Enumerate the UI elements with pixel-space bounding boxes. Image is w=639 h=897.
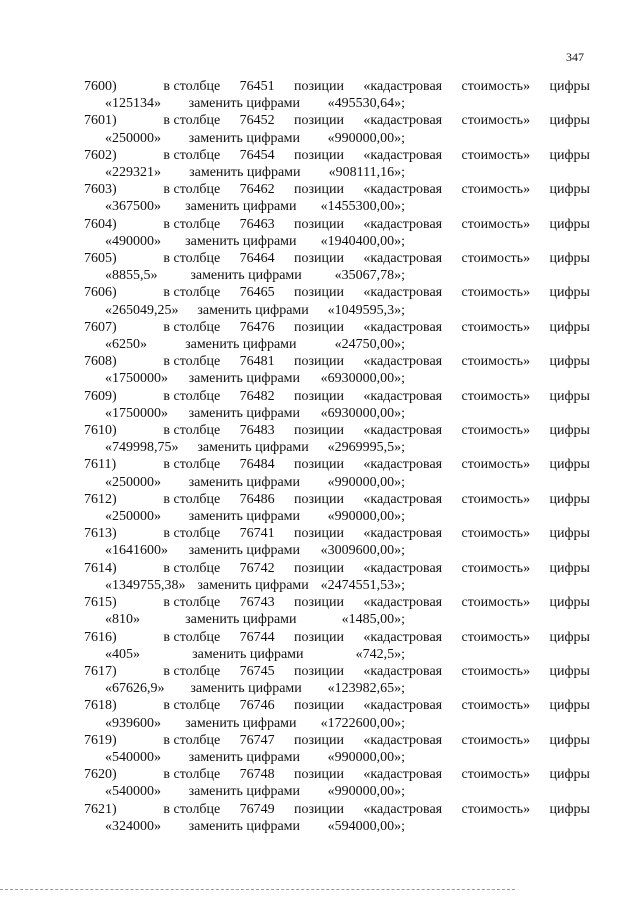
replace-label: заменить цифрами — [197, 440, 309, 456]
old-value: «6250» — [105, 337, 147, 353]
value-label: стоимость» — [461, 423, 531, 439]
replace-label: заменить цифрами — [190, 681, 302, 697]
positions-label: позиции — [294, 79, 345, 94]
replace-label: заменить цифрами — [192, 646, 304, 662]
new-value: «908111,16»; — [328, 165, 405, 181]
new-value: «742,5»; — [355, 646, 405, 662]
entry-number: 7609) — [84, 388, 117, 404]
entry-second-line — [84, 577, 405, 594]
position-number: 76741 — [239, 526, 275, 542]
entry-number: 7616) — [84, 629, 117, 645]
footer-divider — [0, 889, 515, 890]
positions-label: позиции — [294, 388, 345, 404]
entry-first-line — [84, 388, 590, 405]
cadastral-label: «кадастровая — [363, 767, 443, 783]
positions-label: позиции — [294, 732, 345, 748]
entry-second-line — [84, 370, 405, 387]
positions-label: позиции — [294, 457, 345, 473]
new-value: «594000,00»; — [327, 818, 405, 834]
position-number: 76748 — [239, 767, 275, 783]
entry-first-line — [84, 560, 590, 577]
value-label: стоимость» — [461, 457, 531, 473]
value-label: стоимость» — [461, 147, 531, 163]
entry-number: 7601) — [84, 113, 117, 129]
entry-number: 7612) — [84, 491, 117, 507]
new-value: «2474551,53»; — [320, 577, 405, 593]
entry-first-line — [84, 250, 590, 267]
amendment-entry — [84, 250, 590, 284]
amendment-entry — [84, 147, 590, 181]
amendment-entry — [84, 388, 590, 422]
page-number: 347 — [566, 50, 584, 64]
entry-number: 7621) — [84, 801, 117, 817]
amendment-entry — [84, 422, 590, 456]
entry-first-line — [84, 732, 590, 749]
cadastral-label: «кадастровая — [363, 216, 443, 232]
value-label: стоимость» — [461, 526, 531, 542]
entry-second-line — [84, 336, 405, 353]
value-label: стоимость» — [461, 560, 531, 576]
in-column-label: в столбце — [163, 526, 221, 542]
new-value: «2969995,5»; — [327, 440, 405, 456]
cadastral-label: «кадастровая — [363, 285, 443, 301]
digits-label: цифры — [549, 629, 590, 645]
replace-label: заменить цифрами — [188, 818, 301, 834]
amendment-entry — [84, 112, 590, 146]
entry-second-line — [84, 646, 405, 663]
position-number: 76486 — [239, 491, 275, 507]
old-value: «250000» — [105, 130, 161, 146]
position-number: 76484 — [239, 457, 275, 473]
digits-label: цифры — [549, 285, 590, 301]
cadastral-label: «кадастровая — [363, 595, 443, 611]
positions-label: позиции — [294, 216, 345, 232]
entry-number: 7606) — [84, 285, 117, 301]
entry-second-line — [84, 405, 405, 422]
entry-first-line — [84, 353, 590, 370]
old-value: «405» — [105, 646, 140, 662]
digits-label: цифры — [549, 388, 590, 404]
entry-second-line — [84, 749, 405, 766]
cadastral-label: «кадастровая — [363, 457, 443, 473]
replace-label: заменить цифрами — [197, 302, 309, 318]
positions-label: позиции — [294, 113, 345, 129]
value-label: стоимость» — [461, 595, 531, 611]
new-value: «3009600,00»; — [320, 543, 405, 559]
entry-number: 7619) — [84, 732, 117, 748]
entry-second-line — [84, 233, 405, 250]
digits-label: цифры — [549, 526, 590, 542]
positions-label: позиции — [294, 423, 345, 439]
in-column-label: в столбце — [163, 629, 221, 645]
amendment-entry — [84, 801, 590, 835]
in-column-label: в столбце — [163, 147, 221, 163]
old-value: «1750000» — [105, 405, 168, 421]
replace-label: заменить цифрами — [188, 749, 301, 765]
position-number: 76465 — [239, 285, 275, 301]
value-label: стоимость» — [461, 251, 531, 267]
new-value: «1722600,00»; — [320, 715, 405, 731]
cadastral-label: «кадастровая — [363, 354, 443, 370]
entry-second-line — [84, 680, 405, 697]
value-label: стоимость» — [461, 182, 531, 198]
entry-second-line — [84, 542, 405, 559]
position-number: 76482 — [239, 388, 275, 404]
in-column-label: в столбце — [163, 732, 221, 748]
entry-number: 7603) — [84, 182, 117, 198]
amendment-entry — [84, 216, 590, 250]
entry-second-line — [84, 164, 405, 181]
replace-label: заменить цифрами — [188, 405, 301, 421]
new-value: «990000,00»; — [327, 784, 405, 800]
entry-second-line — [84, 439, 405, 456]
value-label: стоимость» — [461, 319, 531, 335]
position-number: 76464 — [239, 251, 275, 267]
digits-label: цифры — [549, 147, 590, 163]
value-label: стоимость» — [461, 732, 531, 748]
amendment-entry — [84, 353, 590, 387]
cadastral-label: «кадастровая — [363, 423, 443, 439]
in-column-label: в столбце — [163, 319, 221, 335]
entry-first-line — [84, 319, 590, 336]
entry-second-line — [84, 267, 405, 284]
amendment-entry — [84, 525, 590, 559]
in-column-label: в столбце — [163, 113, 221, 129]
positions-label: позиции — [294, 251, 345, 267]
value-label: стоимость» — [461, 801, 531, 817]
entry-number: 7602) — [84, 147, 117, 163]
in-column-label: в столбце — [163, 285, 221, 301]
digits-label: цифры — [549, 732, 590, 748]
entry-number: 7604) — [84, 216, 117, 232]
entry-number: 7608) — [84, 354, 117, 370]
cadastral-label: «кадастровая — [363, 801, 443, 817]
digits-label: цифры — [549, 491, 590, 507]
entry-number: 7615) — [84, 595, 117, 611]
positions-label: позиции — [294, 526, 345, 542]
entry-first-line — [84, 801, 590, 818]
positions-label: позиции — [294, 595, 345, 611]
new-value: «123982,65»; — [327, 681, 405, 697]
amendment-entry — [84, 629, 590, 663]
positions-label: позиции — [294, 801, 345, 817]
entry-number: 7611) — [84, 457, 117, 473]
old-value: «67626,9» — [105, 681, 165, 697]
entry-second-line — [84, 611, 405, 628]
position-number: 76744 — [239, 629, 275, 645]
in-column-label: в столбце — [163, 767, 221, 783]
position-number: 76454 — [239, 147, 275, 163]
old-value: «265049,25» — [105, 302, 179, 318]
position-number: 76746 — [239, 698, 275, 714]
amendment-entry — [84, 560, 590, 594]
entry-number: 7605) — [84, 251, 117, 267]
cadastral-label: «кадастровая — [363, 629, 443, 645]
value-label: стоимость» — [461, 216, 531, 232]
position-number: 76483 — [239, 423, 275, 439]
position-number: 76481 — [239, 354, 275, 370]
positions-label: позиции — [294, 182, 345, 198]
positions-label: позиции — [294, 698, 345, 714]
new-value: «495530,64»; — [327, 96, 405, 112]
positions-label: позиции — [294, 629, 345, 645]
replace-label: заменить цифрами — [188, 96, 301, 112]
position-number: 76742 — [239, 560, 275, 576]
positions-label: позиции — [294, 663, 345, 679]
cadastral-label: «кадастровая — [363, 147, 443, 163]
amendment-entry — [84, 491, 590, 525]
amendment-entry — [84, 456, 590, 490]
digits-label: цифры — [549, 663, 590, 679]
old-value: «540000» — [105, 749, 161, 765]
replace-label: заменить цифрами — [188, 509, 301, 525]
position-number: 76749 — [239, 801, 275, 817]
new-value: «6930000,00»; — [320, 405, 405, 421]
in-column-label: в столбце — [163, 354, 221, 370]
value-label: стоимость» — [461, 767, 531, 783]
amendment-entry — [84, 284, 590, 318]
entry-number: 7618) — [84, 698, 117, 714]
old-value: «229321» — [105, 165, 161, 181]
in-column-label: в столбце — [163, 251, 221, 267]
entry-first-line — [84, 697, 590, 714]
digits-label: цифры — [549, 698, 590, 714]
old-value: «939600» — [105, 715, 161, 731]
replace-label: заменить цифрами — [185, 715, 297, 731]
amendment-entry — [84, 663, 590, 697]
positions-label: позиции — [294, 767, 345, 783]
entry-first-line — [84, 78, 590, 95]
new-value: «990000,00»; — [327, 474, 405, 490]
replace-label: заменить цифрами — [188, 371, 301, 387]
position-number: 76743 — [239, 595, 275, 611]
value-label: стоимость» — [461, 388, 531, 404]
value-label: стоимость» — [461, 354, 531, 370]
entry-first-line — [84, 147, 590, 164]
new-value: «1049595,3»; — [327, 302, 405, 318]
amendment-entry — [84, 697, 590, 731]
digits-label: цифры — [549, 801, 590, 817]
entry-first-line — [84, 422, 590, 439]
in-column-label: в столбце — [163, 388, 221, 404]
position-number: 76745 — [239, 663, 275, 679]
entry-first-line — [84, 663, 590, 680]
replace-label: заменить цифрами — [188, 543, 301, 559]
position-number: 76451 — [239, 79, 275, 94]
old-value: «324000» — [105, 818, 161, 834]
replace-label: заменить цифрами — [190, 268, 302, 284]
replace-label: заменить цифрами — [185, 233, 297, 249]
entry-number: 7610) — [84, 423, 117, 439]
old-value: «1750000» — [105, 371, 168, 387]
in-column-label: в столбце — [163, 801, 221, 817]
amendment-entry — [84, 78, 590, 112]
old-value: «490000» — [105, 233, 161, 249]
position-number: 76452 — [239, 113, 275, 129]
value-label: стоимость» — [461, 698, 531, 714]
cadastral-label: «кадастровая — [363, 732, 443, 748]
cadastral-label: «кадастровая — [363, 113, 443, 129]
digits-label: цифры — [549, 423, 590, 439]
replace-label: заменить цифрами — [185, 337, 297, 353]
digits-label: цифры — [549, 767, 590, 783]
position-number: 76462 — [239, 182, 275, 198]
entry-number: 7607) — [84, 319, 117, 335]
positions-label: позиции — [294, 491, 345, 507]
positions-label: позиции — [294, 285, 345, 301]
cadastral-label: «кадастровая — [363, 526, 443, 542]
entry-number: 7620) — [84, 767, 117, 783]
in-column-label: в столбце — [163, 595, 221, 611]
digits-label: цифры — [549, 595, 590, 611]
cadastral-label: «кадастровая — [363, 79, 443, 94]
replace-label: заменить цифрами — [185, 612, 297, 628]
old-value: «367500» — [105, 199, 161, 215]
digits-label: цифры — [549, 79, 590, 94]
in-column-label: в столбце — [163, 182, 221, 198]
old-value: «125134» — [105, 96, 161, 112]
positions-label: позиции — [294, 319, 345, 335]
entry-number: 7617) — [84, 663, 117, 679]
value-label: стоимость» — [461, 285, 531, 301]
positions-label: позиции — [294, 354, 345, 370]
entry-first-line — [84, 284, 590, 301]
new-value: «1485,00»; — [341, 612, 405, 628]
entry-number: 7614) — [84, 560, 117, 576]
replace-label: заменить цифрами — [188, 130, 301, 146]
entry-second-line — [84, 302, 405, 319]
entry-first-line — [84, 766, 590, 783]
amendment-entry — [84, 766, 590, 800]
position-number: 76463 — [239, 216, 275, 232]
value-label: стоимость» — [461, 113, 531, 129]
positions-label: позиции — [294, 147, 345, 163]
position-number: 76747 — [239, 732, 275, 748]
new-value: «990000,00»; — [327, 130, 405, 146]
digits-label: цифры — [549, 251, 590, 267]
replace-label: заменить цифрами — [188, 474, 301, 490]
old-value: «749998,75» — [105, 440, 179, 456]
cadastral-label: «кадастровая — [363, 698, 443, 714]
value-label: стоимость» — [461, 491, 531, 507]
entry-first-line — [84, 629, 590, 646]
amendment-list — [84, 78, 590, 835]
amendment-entry — [84, 319, 590, 353]
in-column-label: в столбце — [163, 663, 221, 679]
cadastral-label: «кадастровая — [363, 388, 443, 404]
replace-label: заменить цифрами — [185, 199, 297, 215]
entry-second-line — [84, 474, 405, 491]
old-value: «540000» — [105, 784, 161, 800]
cadastral-label: «кадастровая — [363, 251, 443, 267]
value-label: стоимость» — [461, 79, 531, 94]
entry-first-line — [84, 525, 590, 542]
old-value: «1349755,38» — [105, 577, 186, 593]
value-label: стоимость» — [461, 629, 531, 645]
cadastral-label: «кадастровая — [363, 663, 443, 679]
positions-label: позиции — [294, 560, 345, 576]
cadastral-label: «кадастровая — [363, 319, 443, 335]
entry-second-line — [84, 818, 405, 835]
old-value: «810» — [105, 612, 140, 628]
new-value: «1455300,00»; — [320, 199, 405, 215]
cadastral-label: «кадастровая — [363, 560, 443, 576]
in-column-label: в столбце — [163, 79, 221, 94]
entry-first-line — [84, 216, 590, 233]
entry-number: 7600) — [84, 79, 117, 94]
digits-label: цифры — [549, 319, 590, 335]
cadastral-label: «кадастровая — [363, 491, 443, 507]
entry-first-line — [84, 456, 590, 473]
entry-second-line — [84, 198, 405, 215]
in-column-label: в столбце — [163, 457, 221, 473]
old-value: «250000» — [105, 509, 161, 525]
in-column-label: в столбце — [163, 216, 221, 232]
entry-second-line — [84, 130, 405, 147]
new-value: «35067,78»; — [334, 268, 405, 284]
in-column-label: в столбце — [163, 560, 221, 576]
value-label: стоимость» — [461, 663, 531, 679]
position-number: 76476 — [239, 319, 275, 335]
entry-first-line — [84, 594, 590, 611]
old-value: «8855,5» — [105, 268, 158, 284]
digits-label: цифры — [549, 560, 590, 576]
entry-second-line — [84, 508, 405, 525]
replace-label: заменить цифрами — [188, 784, 301, 800]
digits-label: цифры — [549, 216, 590, 232]
in-column-label: в столбце — [163, 491, 221, 507]
digits-label: цифры — [549, 182, 590, 198]
entry-first-line — [84, 181, 590, 198]
old-value: «1641600» — [105, 543, 168, 559]
digits-label: цифры — [549, 354, 590, 370]
amendment-entry — [84, 594, 590, 628]
in-column-label: в столбце — [163, 698, 221, 714]
in-column-label: в столбце — [163, 423, 221, 439]
amendment-entry — [84, 732, 590, 766]
entry-number: 7613) — [84, 526, 117, 542]
amendment-entry — [84, 181, 590, 215]
cadastral-label: «кадастровая — [363, 182, 443, 198]
entry-second-line — [84, 715, 405, 732]
digits-label: цифры — [549, 113, 590, 129]
entry-second-line — [84, 783, 405, 800]
new-value: «990000,00»; — [327, 749, 405, 765]
new-value: «24750,00»; — [334, 337, 405, 353]
new-value: «1940400,00»; — [320, 233, 405, 249]
old-value: «250000» — [105, 474, 161, 490]
new-value: «6930000,00»; — [320, 371, 405, 387]
replace-label: заменить цифрами — [189, 165, 301, 181]
replace-label: заменить цифрами — [197, 577, 309, 593]
entry-first-line — [84, 112, 590, 129]
entry-second-line — [84, 95, 405, 112]
digits-label: цифры — [549, 457, 590, 473]
entry-first-line — [84, 491, 590, 508]
new-value: «990000,00»; — [327, 509, 405, 525]
